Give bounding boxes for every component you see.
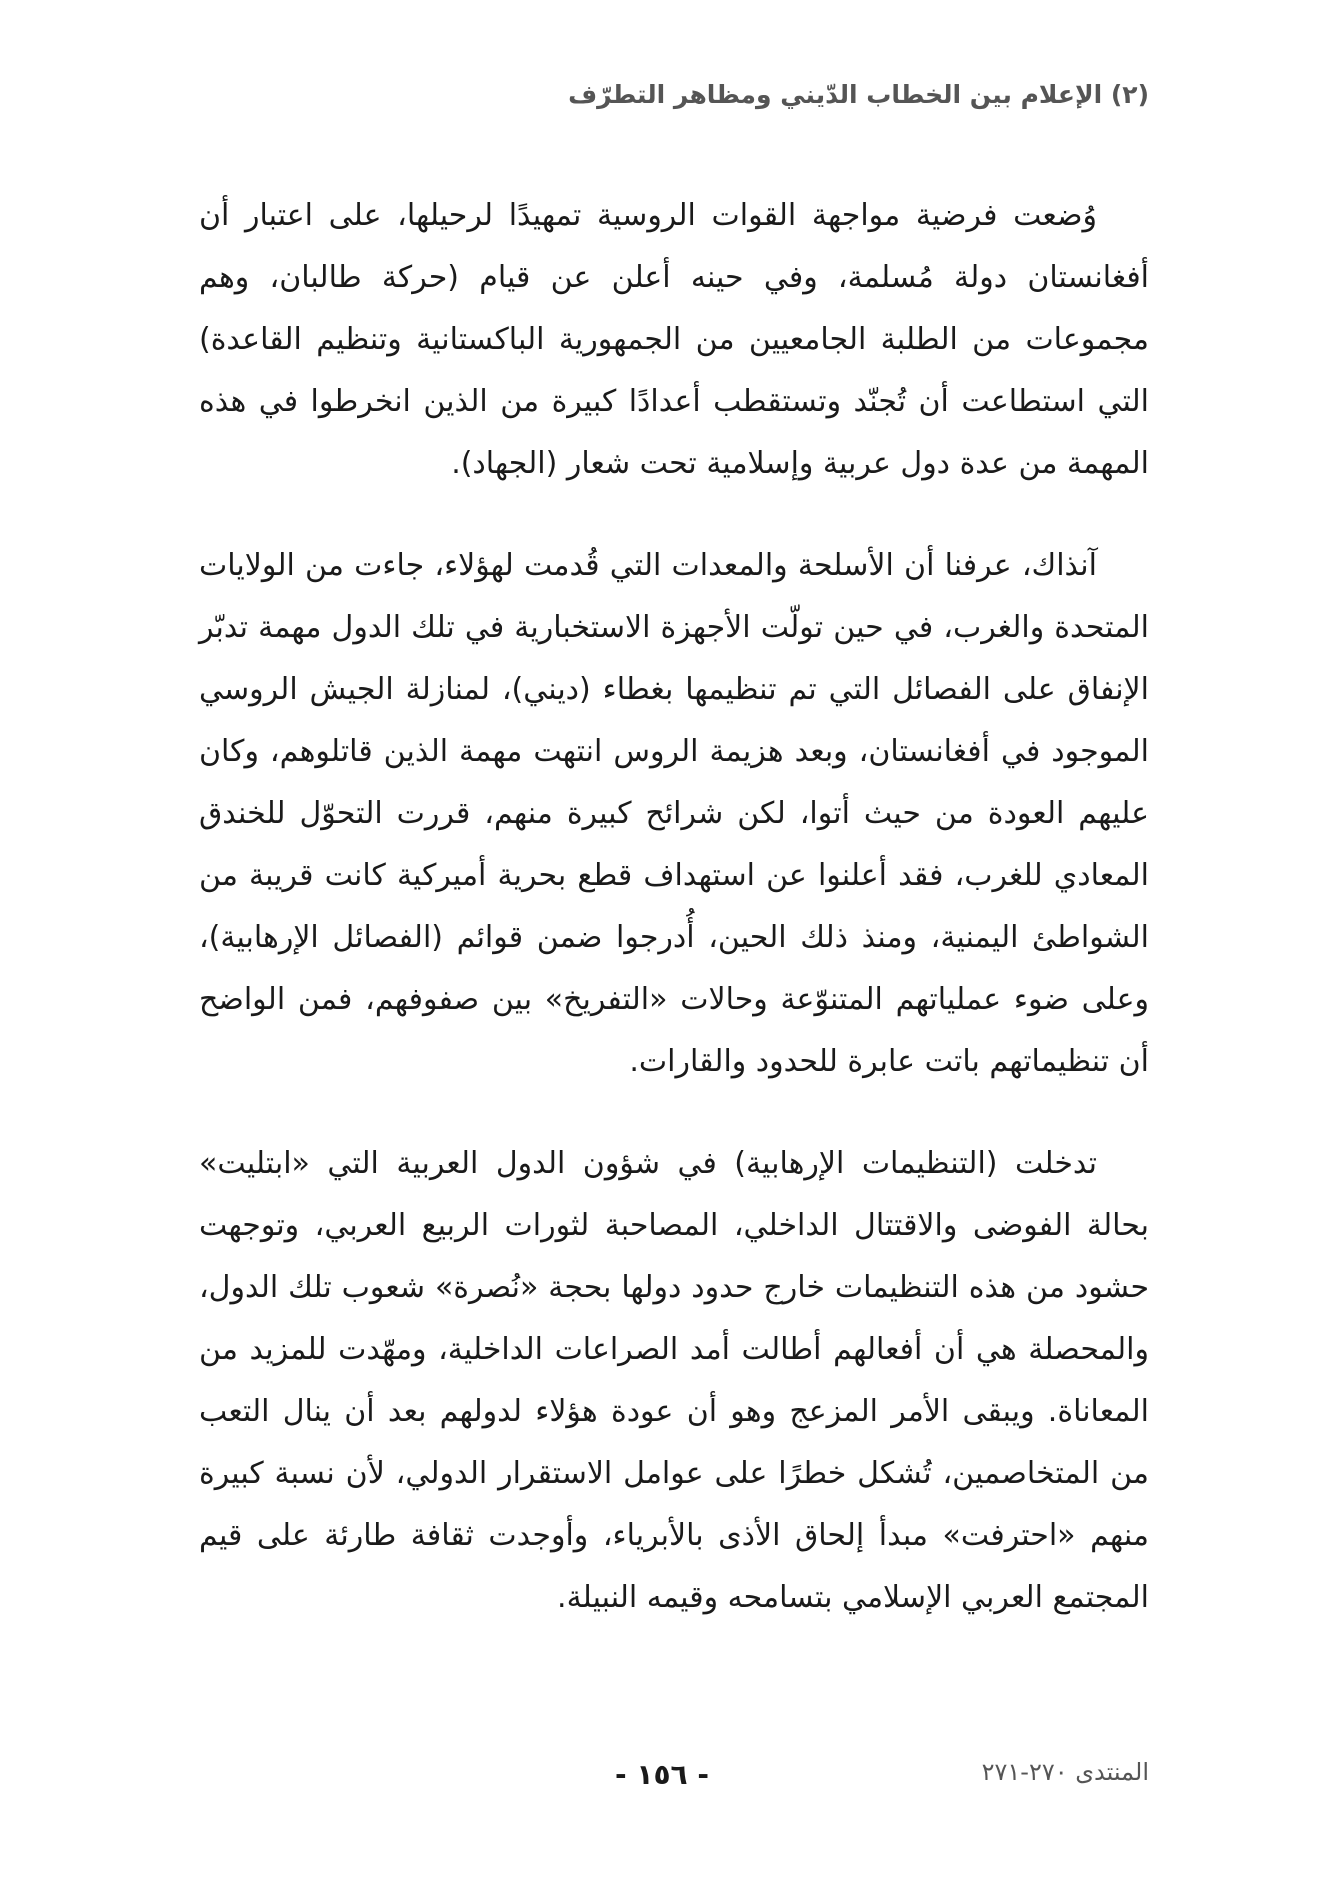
page-footer [195, 1758, 1149, 1798]
paragraph-3: تدخلت (التنظيمات الإرهابية) في شؤون الدول العربية التي «ابتليت» بحالة الفوضى والاقتتال الداخلي، المصاحبة لثورات الربيع العربي، وتوجهت حشود من هذه التنظيمات خارج حدود دولها بحجة «نُصرة» شعوب تلك الدول، والمحصلة هي أن أفعالهم أطالت أمد الصراعات الداخلية، ومهّدت للمزيد من المعاناة. ويبقى الأمر المزعج وهو أن عودة هؤلاء لدولهم بعد أن ينال التعب من المتخاصمين، تُشكل خطرًا على عوامل الاستقرار الدولي، لأن نسبة كبيرة منهم «احترفت» مبدأ إلحاق الأذى بالأبرياء، وأوجدت ثقافة طارئة على قيم المجتمع العربي الإسلامي بتسامحه وقيمه النبيلة. [199, 1146, 1149, 1615]
paragraph-2: آنذاك، عرفنا أن الأسلحة والمعدات التي قُدمت لهؤلاء، جاءت من الولايات المتحدة والغرب، في حين تولّت الأجهزة الاستخبارية في تلك الدول مهمة تدبّر الإنفاق على الفصائل التي تم تنظيمها بغطاء (ديني)، لمنازلة الجيش الروسي الموجود في أفغانستان، وبعد هزيمة الروس انتهت مهمة الذين قاتلوهم، وكان عليهم العودة من حيث أتوا، لكن شرائح كبيرة منهم، قررت التحوّل للخندق المعادي للغرب، فقد أعلنوا عن استهداف قطع بحرية أميركية كانت قريبة من الشواطئ اليمنية، ومنذ ذلك الحين، أُدرجوا ضمن قوائم (الفصائل الإرهابية)، وعلى ضوء عملياتهم المتنوّعة وحالات «التفريخ» بين صفوفهم، فمن الواضح أن تنظيماتهم باتت عابرة للحدود والقارات. [199, 548, 1149, 1079]
paragraph-1: وُضعت فرضية مواجهة القوات الروسية تمهيدًا لرحيلها، على اعتبار أن أفغانستان دولة مُسلمة، وفي حينه أعلن عن قيام (حركة طالبان، وهم مجموعات من الطلبة الجامعيين من الجمهورية الباكستانية وتنظيم القاعدة) التي استطاعت أن تُجنّد وتستقطب أعدادًا كبيرة من الذين انخرطوا في هذه المهمة من عدة دول عربية وإسلامية تحت شعار (الجهاد). [199, 198, 1149, 481]
body-text [199, 185, 1149, 1629]
page-number: - ١٥٦ - [615, 1758, 710, 1791]
running-header: (٢) الإعلام بين الخطاب الدّيني ومظاهر التطرّف [568, 80, 1149, 109]
footer-journal-issue: المنتدى ٢٧٠-٢٧١ [981, 1758, 1149, 1786]
